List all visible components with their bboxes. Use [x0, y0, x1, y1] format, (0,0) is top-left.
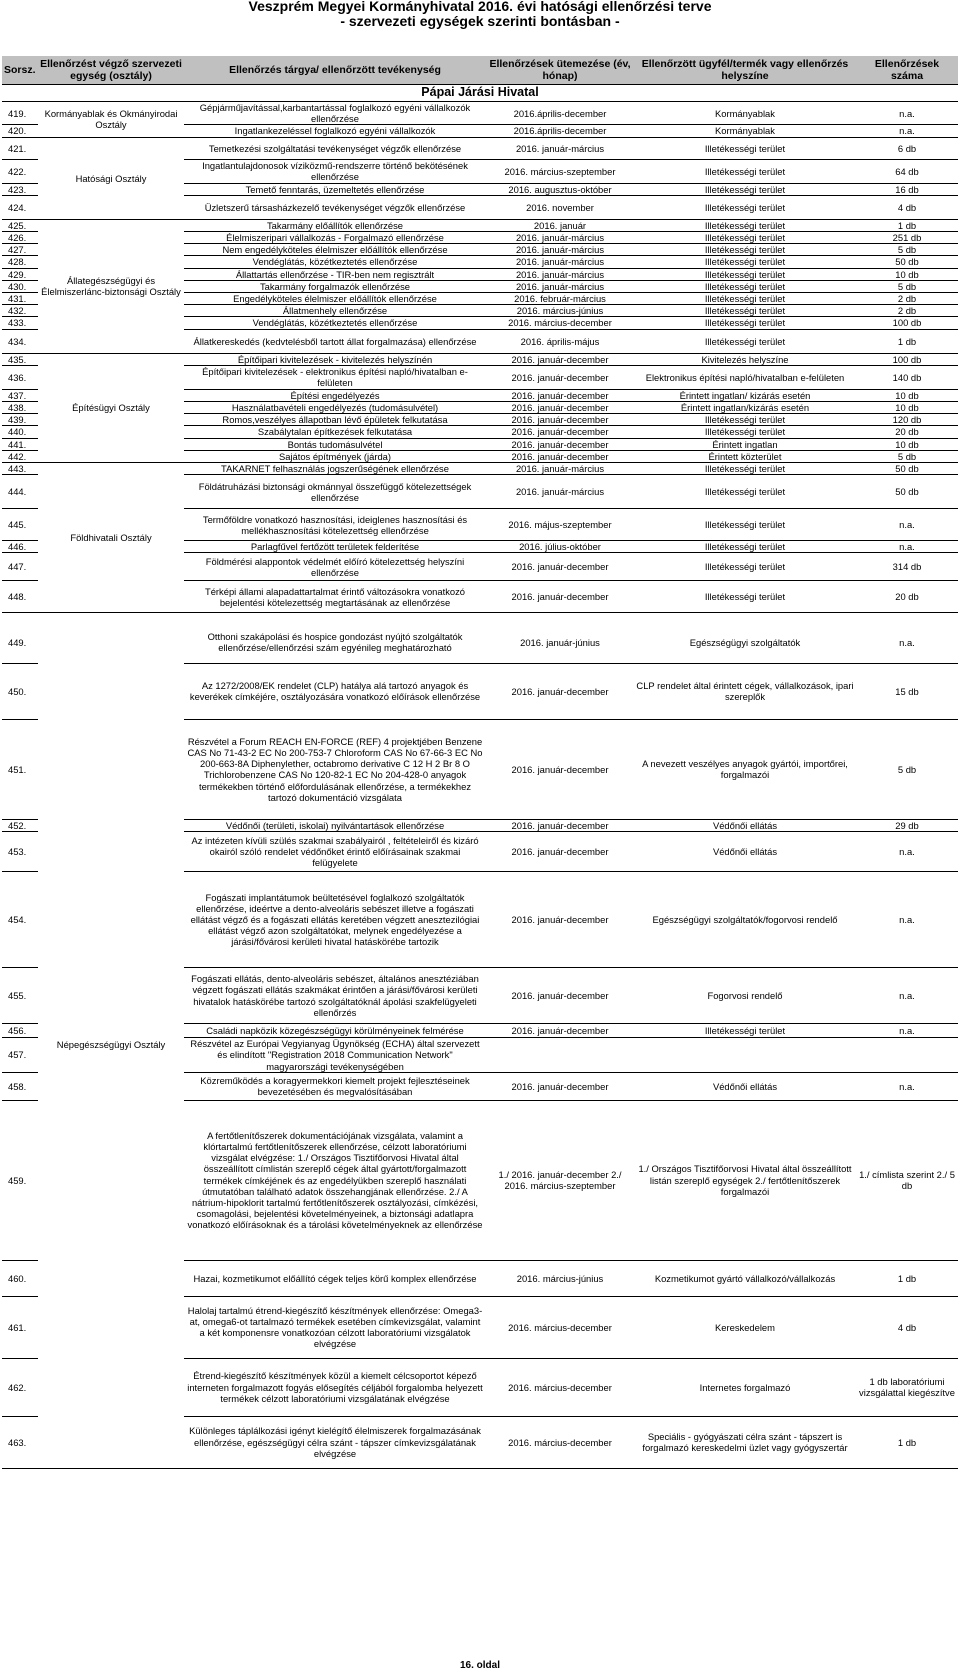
schedule-cell: 2016.április-december: [486, 125, 634, 137]
location-cell: Fogorvosi rendelő: [634, 968, 856, 1024]
row-number-cell: 448.: [2, 581, 38, 613]
count-cell: 10 db: [856, 438, 958, 450]
location-cell: Illetékességi terület: [634, 305, 856, 317]
row-number-cell: 423.: [2, 183, 38, 195]
location-cell: CLP rendelet által érintett cégek, vállalkozások, ipari szereplők: [634, 663, 856, 719]
row-number-cell: 429.: [2, 268, 38, 280]
activity-cell: Részvétel az Európai Vegyianyag Ügynökség (ECHA) által szervezett és elindított "Registration 2018 Communication Network" magyarországi tevékenységében: [184, 1038, 486, 1073]
activity-cell: Vendéglátás, közétkeztetés ellenőrzése: [184, 256, 486, 268]
unit-cell: Földhivatali Osztály: [38, 463, 184, 613]
count-cell: 140 db: [856, 365, 958, 389]
activity-cell: TAKARNET felhasználás jogszerűségének ellenőrzése: [184, 463, 486, 475]
activity-cell: Az intézeten kívüli szülés szakmai szabályairól , feltételeiről és kizáró okairól szóló rendelet védőnőket érintő előírásainak szakmai felügyelete: [184, 832, 486, 872]
count-cell: 2 db: [856, 305, 958, 317]
activity-cell: Állatkereskedés (kedvtelésből tartott állat forgalmazása) ellenőrzése: [184, 329, 486, 353]
activity-cell: Ingatlankezeléssel foglalkozó egyéni vállalkozók: [184, 125, 486, 137]
unit-cell: Építésügyi Osztály: [38, 353, 184, 462]
schedule-cell: 2016. március-szeptember: [486, 159, 634, 183]
schedule-cell: 2016. január-december: [486, 1024, 634, 1038]
activity-cell: Földátruházási biztonsági okmánnyal összefüggő kötelezettségek ellenőrzése: [184, 475, 486, 509]
activity-cell: A fertőtlenítőszerek dokumentációjának vizsgálata, valamint a klórtartalmú fertőtlenítőszerek ellenőrzése, célzott laboratóriumi vizsgálat elvégzése: 1./ Országos Tisztifőorvosi Hivatal által összeállított címlistán szereplő cégek által gyártott/forgalmazott termékek címkéjének és az engedélyükben szereplő használati útmutatóban található adatok összehangjának ellenőrzése. 2./ A nátrium-hipoklorit tartalmú fertőtlenítőszerek osztályozási, címkézési, csomagolási, bejelentési követelményeinek, a biztonsági adatlapra vonatkozó előírásoknak és a tárolási követelményeknek az ellenőrzése: [184, 1100, 486, 1260]
schedule-cell: 2016. január-december: [486, 402, 634, 414]
schedule-cell: 2016. január-december: [486, 365, 634, 389]
location-cell: Illetékességi terület: [634, 426, 856, 438]
activity-cell: Bontás tudomásulvétel: [184, 438, 486, 450]
activity-cell: Halolaj tartalmú étrend-kiegészítő készítmények ellenőrzése: Omega3-at, omega6-ot tartalmazó termékek esetében címkevizsgálat, valamint a két komponensre vonatkozóan célzott laboratóriumi vizsgálatok elvégzése: [184, 1296, 486, 1358]
schedule-cell: 2016. január-március: [486, 268, 634, 280]
section-row: [2, 85, 958, 102]
count-cell: 20 db: [856, 581, 958, 613]
location-cell: Kormányablak: [634, 125, 856, 137]
row-number-cell: 422.: [2, 159, 38, 183]
location-cell: Védőnői ellátás: [634, 832, 856, 872]
count-cell: [856, 1038, 958, 1073]
activity-cell: Étrend-kiegészítő készítmények közül a kiemelt célcsoportot képező interneten forgalmazott fogyás elősegítés céljából forgalomba helyezett termékek célzott laboratóriumi vizsgálatának elvégzése: [184, 1358, 486, 1416]
row-number-cell: 446.: [2, 541, 38, 553]
count-cell: n.a.: [856, 1072, 958, 1100]
row-number-cell: 427.: [2, 244, 38, 256]
schedule-cell: 2016. január-december: [486, 1072, 634, 1100]
row-number-cell: 435.: [2, 353, 38, 365]
header-schedule: Ellenőrzések ütemezése (év, hónap): [486, 56, 634, 85]
location-cell: Elektronikus építési napló/hivatalban e-felületen: [634, 365, 856, 389]
row-number-cell: 460.: [2, 1260, 38, 1296]
row-number-cell: 461.: [2, 1296, 38, 1358]
location-cell: Védőnői ellátás: [634, 819, 856, 831]
table-row: [2, 137, 958, 159]
count-cell: n.a.: [856, 509, 958, 541]
activity-cell: Fogászati ellátás, dento-alveoláris sebészet, általános anesztéziában végzett fogászati ellátás szakmákat érintően a járási/fővárosi kerületi hivatalok hatáskörébe tartozó szolgáltatóknál ápolási szakfelügyeleti ellenőrzés: [184, 968, 486, 1024]
activity-cell: Élelmiszeripari vállalkozás - Forgalmazó ellenőrzése: [184, 232, 486, 244]
count-cell: n.a.: [856, 1024, 958, 1038]
activity-cell: Takarmány előállítók ellenőrzése: [184, 219, 486, 231]
header-count: Ellenőrzések száma: [856, 56, 958, 85]
row-number-cell: 436.: [2, 365, 38, 389]
location-cell: Érintett ingatlan/kizárás esetén: [634, 402, 856, 414]
section-title: Pápai Járási Hivatal: [2, 85, 958, 102]
location-cell: Illetékességi terület: [634, 219, 856, 231]
count-cell: 5 db: [856, 450, 958, 462]
location-cell: Illetékességi terület: [634, 256, 856, 268]
schedule-cell: 2016. július-október: [486, 541, 634, 553]
activity-cell: Használatbavételi engedélyezés (tudomásulvétel): [184, 402, 486, 414]
schedule-cell: 2016. január-március: [486, 280, 634, 292]
activity-cell: Romos,veszélyes állapotban lévő épületek felkutatása: [184, 414, 486, 426]
count-cell: n.a.: [856, 621, 958, 663]
count-cell: 50 db: [856, 463, 958, 475]
location-cell: Illetékességi terület: [634, 581, 856, 613]
location-cell: Érintett ingatlan/ kizárás esetén: [634, 389, 856, 401]
spacer-cell: [2, 613, 958, 622]
location-cell: 1./ Országos Tisztifőorvosi Hivatal által összeállított listán szereplő egységek 2./ fertőtlenítőszerek forgalmazói: [634, 1100, 856, 1260]
document-subtitle: - szervezeti egységek szerinti bontásban -: [340, 13, 620, 29]
table-header-row: [2, 56, 958, 85]
row-number-cell: 440.: [2, 426, 38, 438]
activity-cell: Takarmány forgalmazók ellenőrzése: [184, 280, 486, 292]
location-cell: Kereskedelem: [634, 1296, 856, 1358]
table-body: [2, 85, 958, 1469]
schedule-cell: 1./ 2016. január-december 2./ 2016. március-szeptember: [486, 1100, 634, 1260]
count-cell: 10 db: [856, 402, 958, 414]
row-number-cell: 450.: [2, 663, 38, 719]
table-row: [2, 102, 958, 125]
table-row: [2, 353, 958, 365]
row-number-cell: 442.: [2, 450, 38, 462]
activity-cell: Az 1272/2008/EK rendelet (CLP) hatálya alá tartozó anyagok és keverékek címkéjére, osztályozására vonatkozó előírások ellenőrzése: [184, 663, 486, 719]
location-cell: Illetékességi terület: [634, 329, 856, 353]
schedule-cell: 2016. január-március: [486, 463, 634, 475]
schedule-cell: 2016. január-december: [486, 968, 634, 1024]
activity-cell: Üzletszerű társasházkezelő tevékenységet végzők ellenőrzése: [184, 195, 486, 219]
row-number-cell: 430.: [2, 280, 38, 292]
schedule-cell: 2016. január-december: [486, 426, 634, 438]
activity-cell: Temetkezési szolgáltatási tevékenységet végzők ellenőrzése: [184, 137, 486, 159]
location-cell: Kozmetikumot gyártó vállalkozó/vállalkozás: [634, 1260, 856, 1296]
schedule-cell: 2016. január-december: [486, 581, 634, 613]
count-cell: n.a.: [856, 872, 958, 968]
schedule-cell: 2016. január-december: [486, 553, 634, 581]
row-number-cell: 451.: [2, 719, 38, 819]
header-unit: Ellenőrzést végző szervezeti egység (osztály): [38, 56, 184, 85]
activity-cell: Földmérési alappontok védelmét előíró kötelezettség helyszíni ellenőrzése: [184, 553, 486, 581]
count-cell: 10 db: [856, 389, 958, 401]
count-cell: 5 db: [856, 719, 958, 819]
row-number-cell: 431.: [2, 293, 38, 305]
row-number-cell: 456.: [2, 1024, 38, 1038]
row-number-cell: 434.: [2, 329, 38, 353]
unit-cell: Népegészségügyi Osztály: [38, 621, 184, 1468]
count-cell: n.a.: [856, 102, 958, 125]
count-cell: 50 db: [856, 256, 958, 268]
header-sorsz: Sorsz.: [2, 56, 38, 85]
schedule-cell: 2016. január-március: [486, 256, 634, 268]
schedule-cell: 2016. április-május: [486, 329, 634, 353]
count-cell: 15 db: [856, 663, 958, 719]
location-cell: Speciális - gyógyászati célra szánt - tápszert is forgalmazó kereskedelmi üzlet vagy gyógyszertár: [634, 1416, 856, 1468]
location-cell: Kormányablak: [634, 102, 856, 125]
count-cell: 1 db: [856, 1260, 958, 1296]
count-cell: 100 db: [856, 353, 958, 365]
row-number-cell: 459.: [2, 1100, 38, 1260]
count-cell: n.a.: [856, 541, 958, 553]
count-cell: 251 db: [856, 232, 958, 244]
location-cell: Egészségügyi szolgáltatók/fogorvosi rendelő: [634, 872, 856, 968]
schedule-cell: 2016. augusztus-október: [486, 183, 634, 195]
row-number-cell: 443.: [2, 463, 38, 475]
activity-cell: Termőföldre vonatkozó hasznosítási, ideiglenes hasznosítási és mellékhasznosítási kötelezettség ellenőrzése: [184, 509, 486, 541]
count-cell: 120 db: [856, 414, 958, 426]
location-cell: Érintett ingatlan: [634, 438, 856, 450]
count-cell: 50 db: [856, 475, 958, 509]
schedule-cell: 2016. március-december: [486, 1358, 634, 1416]
activity-cell: Ingatlantulajdonosok víziközmű-rendszerre történő bekötésének ellenőrzése: [184, 159, 486, 183]
count-cell: n.a.: [856, 125, 958, 137]
activity-cell: Építési engedélyezés: [184, 389, 486, 401]
schedule-cell: 2016. január-december: [486, 719, 634, 819]
count-cell: 1 db: [856, 329, 958, 353]
row-number-cell: 455.: [2, 968, 38, 1024]
activity-cell: Családi napközik közegészségügyi körülményeinek felmérése: [184, 1024, 486, 1038]
location-cell: Érintett közterület: [634, 450, 856, 462]
row-number-cell: 428.: [2, 256, 38, 268]
row-number-cell: 432.: [2, 305, 38, 317]
schedule-cell: 2016. január-december: [486, 872, 634, 968]
location-cell: Illetékességi terület: [634, 463, 856, 475]
location-cell: Illetékességi terület: [634, 293, 856, 305]
row-number-cell: 426.: [2, 232, 38, 244]
schedule-cell: 2016. január-december: [486, 353, 634, 365]
row-number-cell: 463.: [2, 1416, 38, 1468]
row-number-cell: 445.: [2, 509, 38, 541]
row-number-cell: 424.: [2, 195, 38, 219]
location-cell: Illetékességi terület: [634, 509, 856, 541]
group-spacer: [2, 613, 958, 622]
table-row: [2, 219, 958, 231]
count-cell: 29 db: [856, 819, 958, 831]
count-cell: n.a.: [856, 968, 958, 1024]
location-cell: Illetékességi terület: [634, 553, 856, 581]
schedule-cell: 2016. március-június: [486, 1260, 634, 1296]
activity-cell: Közreműködés a koragyermekkori kiemelt projekt fejlesztéseinek bevezetésében és megvalósításában: [184, 1072, 486, 1100]
location-cell: Illetékességi terület: [634, 195, 856, 219]
document-title: Veszprém Megyei Kormányhivatal 2016. évi hatósági ellenőrzési terve: [248, 0, 712, 14]
row-number-cell: 447.: [2, 553, 38, 581]
unit-cell: Hatósági Osztály: [38, 137, 184, 219]
schedule-cell: 2016. május-szeptember: [486, 509, 634, 541]
activity-cell: Temető fenntarás, üzemeltetés ellenőrzése: [184, 183, 486, 195]
row-number-cell: 453.: [2, 832, 38, 872]
location-cell: Illetékességi terület: [634, 232, 856, 244]
row-number-cell: 439.: [2, 414, 38, 426]
header-location: Ellenőrzött ügyfél/termék vagy ellenőrzés helyszíne: [634, 56, 856, 85]
location-cell: Illetékességi terület: [634, 414, 856, 426]
count-cell: 100 db: [856, 317, 958, 329]
row-number-cell: 454.: [2, 872, 38, 968]
activity-cell: Térképi állami alapadattartalmat érintő változásokra vonatkozó bejelentési kötelezettség megtartásának az ellenőrzése: [184, 581, 486, 613]
count-cell: 314 db: [856, 553, 958, 581]
schedule-cell: 2016. január-december: [486, 450, 634, 462]
activity-cell: Sajátos építmények (járda): [184, 450, 486, 462]
schedule-cell: 2016. február-március: [486, 293, 634, 305]
location-cell: Védőnői ellátás: [634, 1072, 856, 1100]
schedule-cell: 2016. március-december: [486, 317, 634, 329]
schedule-cell: 2016. január-március: [486, 232, 634, 244]
count-cell: 5 db: [856, 244, 958, 256]
location-cell: Illetékességi terület: [634, 1024, 856, 1038]
row-number-cell: 458.: [2, 1072, 38, 1100]
activity-cell: Fogászati implantátumok beültetésével foglalkozó szolgáltatók ellenőrzése, ideértve a dento-alveoláris sebészet illetve a fogászati ellátást végző és a fogászati ellátás keretében végzett anesztezilógiai ellátást végző azon szolgáltatókat, melynek engedélyezése a járási/fővárosi kerületi hivatal hatáskörébe tartozik: [184, 872, 486, 968]
count-cell: 1 db laboratóriumi vizsgálattal kiegészítve: [856, 1358, 958, 1416]
schedule-cell: 2016. január-március: [486, 475, 634, 509]
row-number-cell: 420.: [2, 125, 38, 137]
activity-cell: Hazai, kozmetikumot előállító cégek teljes körű komplex ellenőrzése: [184, 1260, 486, 1296]
row-number-cell: 457.: [2, 1038, 38, 1073]
schedule-cell: 2016. január-december: [486, 663, 634, 719]
location-cell: Illetékességi terület: [634, 475, 856, 509]
header-activity: Ellenőrzés tárgya/ ellenőrzött tevékenység: [184, 56, 486, 85]
schedule-cell: 2016. március-december: [486, 1416, 634, 1468]
count-cell: n.a.: [856, 832, 958, 872]
count-cell: 4 db: [856, 1296, 958, 1358]
activity-cell: Építőipari kivitelezések - elektronikus építési napló/hivatalban e-felületen: [184, 365, 486, 389]
schedule-cell: 2016. január-december: [486, 832, 634, 872]
location-cell: Internetes forgalmazó: [634, 1358, 856, 1416]
table-row: [2, 463, 958, 475]
count-cell: 1 db: [856, 1416, 958, 1468]
location-cell: Illetékességi terület: [634, 137, 856, 159]
count-cell: 20 db: [856, 426, 958, 438]
schedule-cell: 2016. január: [486, 219, 634, 231]
activity-cell: Szabálytalan építkezések felkutatása: [184, 426, 486, 438]
row-number-cell: 419.: [2, 102, 38, 125]
location-cell: Kivitelezés helyszíne: [634, 353, 856, 365]
schedule-cell: 2016. január-december: [486, 438, 634, 450]
activity-cell: Parlagfűvel fertőzött területek felderítése: [184, 541, 486, 553]
schedule-cell: 2016. január-december: [486, 389, 634, 401]
location-cell: [634, 1038, 856, 1073]
count-cell: 10 db: [856, 268, 958, 280]
row-number-cell: 425.: [2, 219, 38, 231]
location-cell: Illetékességi terület: [634, 317, 856, 329]
count-cell: 6 db: [856, 137, 958, 159]
count-cell: 4 db: [856, 195, 958, 219]
count-cell: 1 db: [856, 219, 958, 231]
activity-cell: Vendéglátás, közétkeztetés ellenőrzése: [184, 317, 486, 329]
activity-cell: Engedélyköteles élelmiszer előállítók ellenőrzése: [184, 293, 486, 305]
schedule-cell: 2016. január-december: [486, 414, 634, 426]
location-cell: Illetékességi terület: [634, 159, 856, 183]
activity-cell: Építőipari kivitelezések - kivitelezés helyszínén: [184, 353, 486, 365]
unit-cell: Kormányablak és Okmányirodai Osztály: [38, 102, 184, 138]
table-row: [2, 621, 958, 663]
row-number-cell: 437.: [2, 389, 38, 401]
row-number-cell: 449.: [2, 621, 38, 663]
schedule-cell: 2016. január-március: [486, 244, 634, 256]
row-number-cell: 441.: [2, 438, 38, 450]
count-cell: 5 db: [856, 280, 958, 292]
schedule-cell: 2016. január-június: [486, 621, 634, 663]
count-cell: 16 db: [856, 183, 958, 195]
page-number: 16. oldal: [459, 1660, 500, 1671]
inspection-plan-table: [2, 56, 958, 1469]
activity-cell: Védőnői (területi, iskolai) nyilvántartások ellenőrzése: [184, 819, 486, 831]
location-cell: Illetékességi terület: [634, 183, 856, 195]
schedule-cell: [486, 1038, 634, 1073]
activity-cell: Nem engedélyköteles élelmiszer előállítók ellenőrzése: [184, 244, 486, 256]
count-cell: 1./ címlista szerint 2./ 5 db: [856, 1100, 958, 1260]
schedule-cell: 2016. január-december: [486, 819, 634, 831]
schedule-cell: 2016. január-március: [486, 137, 634, 159]
location-cell: Illetékességi terület: [634, 541, 856, 553]
activity-cell: Otthoni szakápolási és hospice gondozást nyújtó szolgáltatók ellenőrzése/ellenőrzési szám egyénileg meghatározható: [184, 621, 486, 663]
count-cell: 64 db: [856, 159, 958, 183]
activity-cell: Gépjárműjavítással,karbantartással foglalkozó egyéni vállalkozók ellenőrzése: [184, 102, 486, 125]
location-cell: Egészségügyi szolgáltatók: [634, 621, 856, 663]
row-number-cell: 462.: [2, 1358, 38, 1416]
row-number-cell: 438.: [2, 402, 38, 414]
location-cell: Illetékességi terület: [634, 268, 856, 280]
activity-cell: Különleges táplálkozási igényt kielégítő élelmiszerek forgalmazásának ellenőrzése, egészségügyi célra szánt - tápszer címkevizsgálatának elvégzése: [184, 1416, 486, 1468]
schedule-cell: 2016. március-június: [486, 305, 634, 317]
activity-cell: Állattartás ellenőrzése - TIR-ben nem regisztrált: [184, 268, 486, 280]
unit-cell: Állategészségügyi és Élelmiszerlánc-biztonsági Osztály: [38, 219, 184, 353]
count-cell: 2 db: [856, 293, 958, 305]
activity-cell: Részvétel a Forum REACH EN-FORCE (REF) 4 projektjében Benzene CAS No 71-43-2 EC No 200-753-7 Chloroform CAS No 67-66-3 EC No 200-663-8A Diphenylether, octabromo derivative C 12 H 2 Br 8 O Trichlorobenzene CAS No 120-82-1 EC No 204-428-0 anyagok termékekben történő előfordulásának ellenőrzése, a termékekhez tartozó dokumentáció vizsgálata: [184, 719, 486, 819]
row-number-cell: 452.: [2, 819, 38, 831]
schedule-cell: 2016. november: [486, 195, 634, 219]
activity-cell: Állatmenhely ellenőrzése: [184, 305, 486, 317]
location-cell: Illetékességi terület: [634, 280, 856, 292]
row-number-cell: 444.: [2, 475, 38, 509]
location-cell: A nevezett veszélyes anyagok gyártói, importőrei, forgalmazói: [634, 719, 856, 819]
location-cell: Illetékességi terület: [634, 244, 856, 256]
row-number-cell: 433.: [2, 317, 38, 329]
schedule-cell: 2016.április-december: [486, 102, 634, 125]
row-number-cell: 421.: [2, 137, 38, 159]
schedule-cell: 2016. március-december: [486, 1296, 634, 1358]
